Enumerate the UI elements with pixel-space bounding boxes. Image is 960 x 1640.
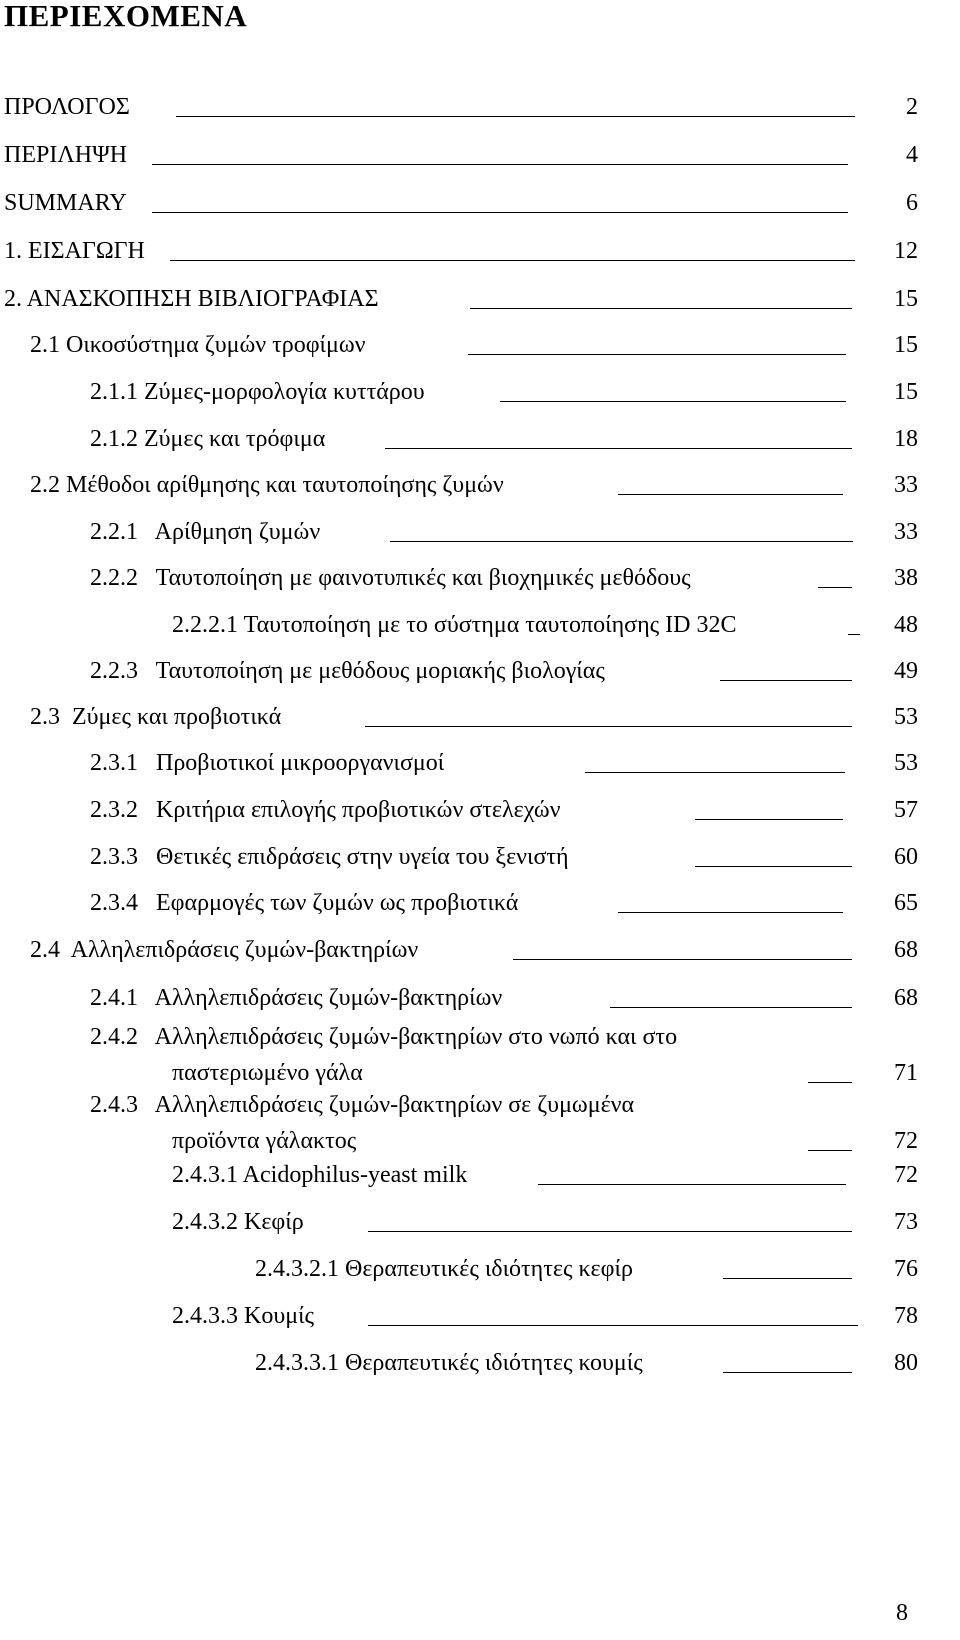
toc-entry-label: SUMMARY xyxy=(4,190,127,216)
toc-entry[interactable] xyxy=(0,656,960,700)
toc-page-number: 57 xyxy=(894,797,918,823)
toc-page-number: 6 xyxy=(906,190,918,216)
toc-entry-label: 2.3.3 Θετικές επιδράσεις στην υγεία του ξενιστή xyxy=(90,844,569,870)
toc-page-number: 4 xyxy=(906,142,918,168)
toc-leader-line xyxy=(720,680,852,681)
toc-page-number: 33 xyxy=(894,472,918,498)
toc-leader-line xyxy=(610,1007,852,1008)
toc-entry[interactable] xyxy=(0,748,960,792)
toc-entry-label: 2.4 Αλληλεπιδράσεις ζυμών-βακτηρίων xyxy=(30,937,419,963)
toc-leader-line xyxy=(695,819,843,820)
toc-page-number: 33 xyxy=(894,519,918,545)
toc-leader-line xyxy=(365,726,852,727)
toc-leader-line xyxy=(618,912,843,913)
toc-entry[interactable] xyxy=(0,1207,960,1251)
toc-entry[interactable] xyxy=(0,1022,960,1086)
toc-page-number: 72 xyxy=(894,1128,918,1154)
toc-page-number: 18 xyxy=(894,426,918,452)
toc-page-number: 15 xyxy=(894,286,918,312)
toc-leader-line xyxy=(368,1231,852,1232)
toc-entry-label: ΠΡΟΛΟΓΟΣ xyxy=(4,94,130,120)
toc-entry-label: 2.3.4 Εφαρμογές των ζυμών ως προβιοτικά xyxy=(90,890,519,916)
toc-leader-line xyxy=(808,1150,852,1151)
toc-entry[interactable] xyxy=(0,842,960,886)
toc-leader-line xyxy=(470,308,852,309)
toc-leader-line xyxy=(390,541,853,542)
toc-entry-label: 2. ΑΝΑΣΚΟΠΗΣΗ ΒΙΒΛΙΟΓΡΑΦΙΑΣ xyxy=(4,286,379,312)
toc-entry[interactable] xyxy=(0,1160,960,1204)
toc-leader-line xyxy=(513,959,852,960)
toc-leader-line xyxy=(585,772,845,773)
toc-entry[interactable] xyxy=(0,284,960,328)
toc-page-number: 60 xyxy=(894,844,918,870)
toc-entry[interactable] xyxy=(0,470,960,514)
toc-entry-label: 2.1 Οικοσύστημα ζυμών τροφίμων xyxy=(30,332,366,358)
toc-leader-line xyxy=(176,116,855,117)
toc-entry[interactable] xyxy=(0,140,960,184)
page-title: ΠΕΡΙΕΧΟΜΕΝΑ xyxy=(4,0,248,33)
toc-entry[interactable] xyxy=(0,1254,960,1298)
toc-leader-line xyxy=(723,1278,852,1279)
toc-leader-line xyxy=(152,212,848,213)
toc-entry[interactable] xyxy=(0,330,960,374)
toc-entry-label: 2.4.3 Αλληλεπιδράσεις ζυμών-βακτηρίων σε ζυμωμένα xyxy=(90,1092,635,1118)
toc-entry[interactable] xyxy=(0,563,960,607)
toc-page-number: 53 xyxy=(894,704,918,730)
toc-page-number: 80 xyxy=(894,1350,918,1376)
toc-entry-label: 2.1.2 Ζύμες και τρόφιμα xyxy=(90,426,326,452)
toc-leader-line xyxy=(538,1184,846,1185)
toc-leader-line xyxy=(818,587,852,588)
toc-page-number: 68 xyxy=(894,937,918,963)
toc-page-number: 68 xyxy=(894,985,918,1011)
toc-page-number: 73 xyxy=(894,1209,918,1235)
toc-entry-label: 2.1.1 Ζύμες-μορφολογία κυττάρου xyxy=(90,379,425,405)
toc-leader-line xyxy=(848,634,860,635)
toc-leader-line xyxy=(618,494,843,495)
toc-entry-label: 2.2.2 Ταυτοποίηση με φαινοτυπικές και βιοχημικές μεθόδους xyxy=(90,565,691,591)
toc-page-number: 78 xyxy=(894,1303,918,1329)
toc-page-number: 76 xyxy=(894,1256,918,1282)
toc-entry-label: 2.2.2.1 Ταυτοποίηση με το σύστημα ταυτοποίησης ID 32C xyxy=(172,612,737,638)
toc-entry-label: 2.3.2 Κριτήρια επιλογής προβιοτικών στελεχών xyxy=(90,797,561,823)
toc-entry-label: ΠΕΡΙΛΗΨΗ xyxy=(4,142,128,168)
toc-entry-label-continuation: προϊόντα γάλακτος xyxy=(172,1128,357,1154)
toc-entry[interactable] xyxy=(0,795,960,839)
toc-leader-line xyxy=(500,401,846,402)
toc-entry-label: 2.4.1 Αλληλεπιδράσεις ζυμών-βακτηρίων xyxy=(90,985,503,1011)
toc-entry-label-continuation: παστεριωμένο γάλα xyxy=(172,1060,363,1086)
toc-entry-label: 2.4.3.3 Κουμίς xyxy=(172,1303,315,1329)
toc-entry[interactable] xyxy=(0,92,960,136)
toc-entry[interactable] xyxy=(0,424,960,468)
toc-entry-label: 2.4.3.2.1 Θεραπευτικές ιδιότητες κεφίρ xyxy=(255,1256,633,1282)
toc-entry-label: 2.2.1 Αρίθμηση ζυμών xyxy=(90,519,321,545)
toc-entry[interactable] xyxy=(0,702,960,746)
toc-page-number: 71 xyxy=(894,1060,918,1086)
toc-page-number: 72 xyxy=(894,1162,918,1188)
toc-leader-line xyxy=(152,164,848,165)
toc-page-number: 12 xyxy=(894,238,918,264)
toc-entry-label: 2.4.2 Αλληλεπιδράσεις ζυμών-βακτηρίων στο νωπό και στο xyxy=(90,1024,678,1050)
toc-leader-line xyxy=(723,1372,852,1373)
toc-entry[interactable] xyxy=(0,1090,960,1154)
toc-page-number: 2 xyxy=(906,94,918,120)
toc-leader-line xyxy=(385,448,852,449)
toc-page-number: 53 xyxy=(894,750,918,776)
toc-entry[interactable] xyxy=(0,935,960,979)
toc-page-number: 15 xyxy=(894,379,918,405)
toc-entry-label: 2.4.3.1 Acidophilus-yeast milk xyxy=(172,1162,468,1188)
toc-leader-line xyxy=(170,260,855,261)
toc-entry[interactable] xyxy=(0,377,960,421)
toc-entry[interactable] xyxy=(0,236,960,280)
footer-page-number: 8 xyxy=(896,1600,908,1626)
toc-entry[interactable] xyxy=(0,1348,960,1392)
toc-page-number: 49 xyxy=(894,658,918,684)
toc-entry-label: 2.2 Μέθοδοι αρίθμησης και ταυτοποίησης ζυμών xyxy=(30,472,504,498)
toc-entry-label: 2.4.3.3.1 Θεραπευτικές ιδιότητες κουμίς xyxy=(255,1350,643,1376)
toc-entry-label: 2.2.3 Ταυτοποίηση με μεθόδους μοριακής βιολογίας xyxy=(90,658,605,684)
toc-entry-label: 2.3.1 Προβιοτικοί μικροοργανισμοί xyxy=(90,750,445,776)
toc-leader-line xyxy=(468,354,846,355)
toc-leader-line xyxy=(368,1325,858,1326)
toc-entry[interactable] xyxy=(0,517,960,561)
toc-entry[interactable] xyxy=(0,610,960,654)
toc-page-number: 38 xyxy=(894,565,918,591)
toc-entry-label: 2.4.3.2 Κεφίρ xyxy=(172,1209,304,1235)
toc-entry-label: 1. ΕΙΣΑΓΩΓΗ xyxy=(4,238,145,264)
toc-page-number: 15 xyxy=(894,332,918,358)
toc-entry[interactable] xyxy=(0,188,960,232)
toc-entry-label: 2.3 Ζύμες και προβιοτικά xyxy=(30,704,282,730)
toc-page-number: 48 xyxy=(894,612,918,638)
toc-entry[interactable] xyxy=(0,1301,960,1345)
toc-leader-line xyxy=(695,866,852,867)
toc-entry[interactable] xyxy=(0,983,960,1027)
toc-entry[interactable] xyxy=(0,888,960,932)
toc-leader-line xyxy=(808,1082,852,1083)
toc-page-number: 65 xyxy=(894,890,918,916)
